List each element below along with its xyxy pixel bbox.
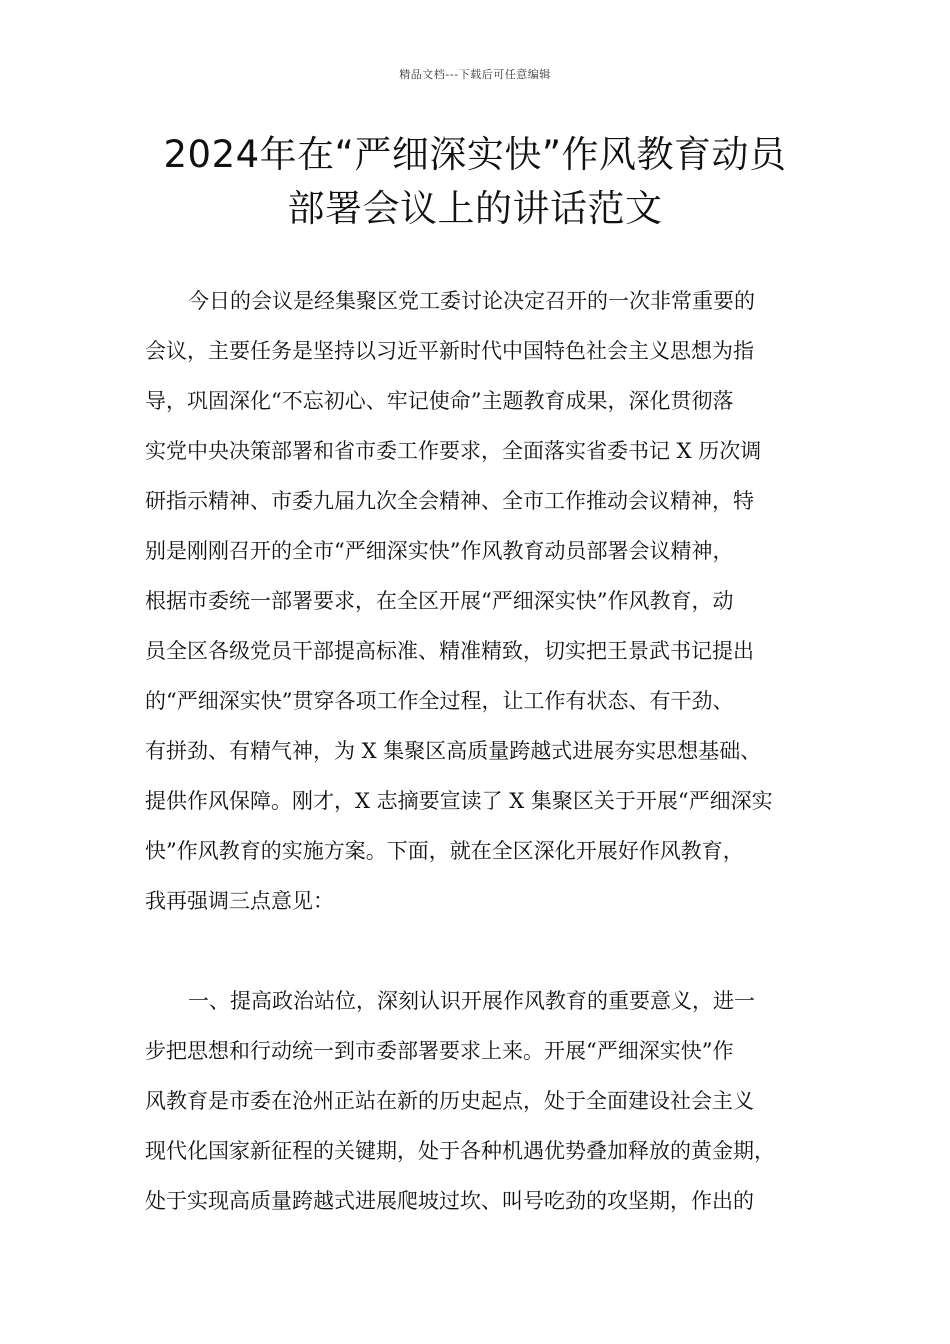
document-title bbox=[100, 128, 850, 236]
text-line: 有拼劲、有精气神，为 X 集聚区高质量跨越式进展夯实思想基础、 bbox=[145, 739, 762, 763]
text-line: 我再强调三点意见： bbox=[145, 889, 334, 913]
paragraph-section-one bbox=[145, 976, 815, 1226]
text-line: 导，巩固深化“不忘初心、牢记使命”主题教育成果，深化贯彻落 bbox=[145, 389, 734, 413]
text-line: 步把思想和行动统一到市委部署要求上来。开展“严细深实快”作 bbox=[145, 1039, 734, 1063]
text-line: 提供作风保障。刚才，X 志摘要宣读了 X 集聚区关于开展“严细深实 bbox=[145, 789, 773, 813]
text-line: 快”作风教育的实施方案。下面，就在全区深化开展好作风教育， bbox=[145, 839, 744, 863]
title-line: 部署会议上的讲话范文 bbox=[287, 187, 663, 230]
text-line: 别是刚刚召开的全市“严细深实快”作风教育动员部署会议精神， bbox=[145, 539, 734, 563]
text-line: 的“严细深实快”贯穿各项工作全过程，让工作有状态、有干劲、 bbox=[145, 689, 734, 713]
text-line: 现代化国家新征程的关键期，处于各种机遇优势叠加释放的黄金期， bbox=[145, 1139, 775, 1163]
text-line: 研指示精神、市委九届九次全会精神、全市工作推动会议精神，特 bbox=[145, 489, 754, 513]
text-line: 今日的会议是经集聚区党工委讨论决定召开的一次非常重要的 bbox=[188, 289, 755, 313]
text-line: 员全区各级党员干部提高标准、精准精致，切实把王景武书记提出 bbox=[145, 639, 754, 663]
text-line: 实党中央决策部署和省市委工作要求，全面落实省委书记 X 历次调 bbox=[145, 439, 762, 463]
text-line: 风教育是市委在沧州正站在新的历史起点，处于全面建设社会主义 bbox=[145, 1089, 754, 1113]
text-line: 根据市委统一部署要求，在全区开展“严细深实快”作风教育，动 bbox=[145, 589, 734, 613]
paragraph-intro bbox=[145, 276, 815, 926]
page-header: 精品文档---下载后可任意编辑 bbox=[399, 68, 551, 81]
title-line: 2024年在“严细深实快”作风教育动员 bbox=[163, 133, 787, 176]
text-line: 会议，主要任务是坚持以习近平新时代中国特色社会主义思想为指 bbox=[145, 339, 754, 363]
text-line: 处于实现高质量跨越式进展爬坡过坎、叫号吃劲的攻坚期，作出的 bbox=[145, 1189, 754, 1213]
text-line: 一、提高政治站位，深刻认识开展作风教育的重要意义，进一 bbox=[188, 989, 755, 1013]
